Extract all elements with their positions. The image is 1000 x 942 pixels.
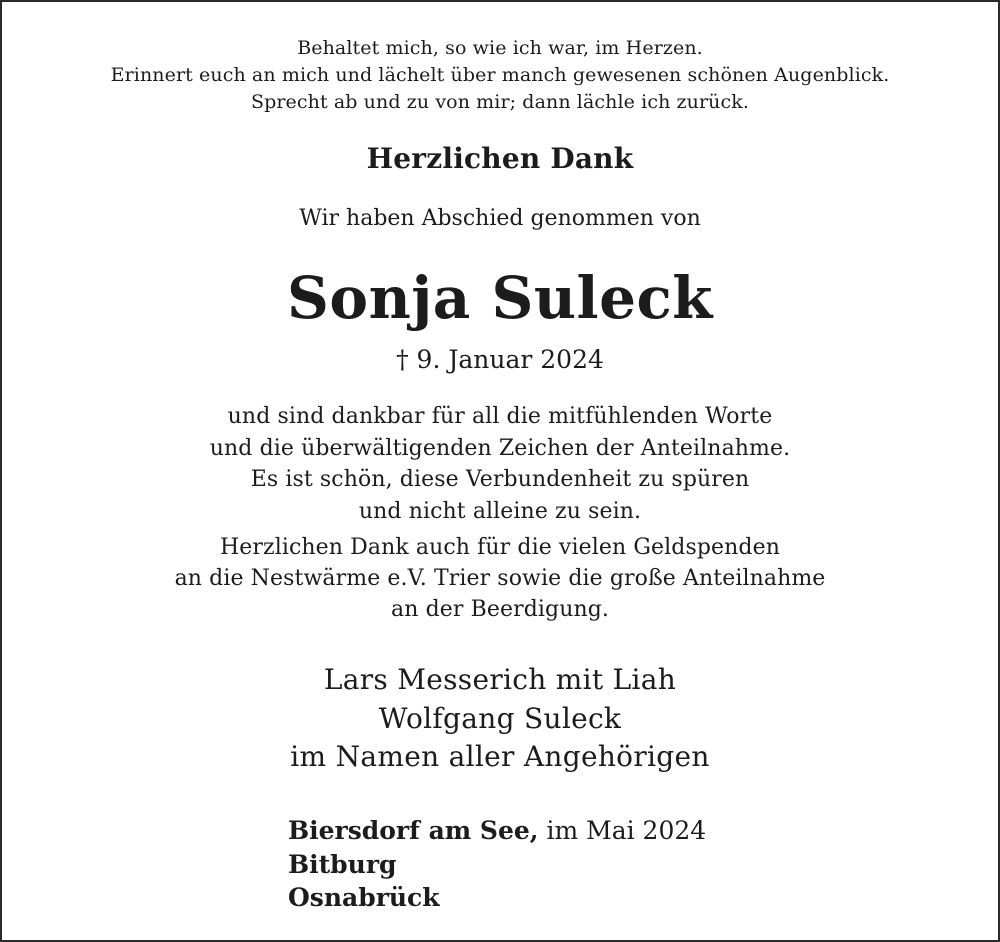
thanks-line: und sind dankbar für all die mitfühlenden Worte xyxy=(227,404,773,429)
place-date-line xyxy=(288,816,706,845)
notice-date: im Mai 2024 xyxy=(538,816,707,845)
place-osnabrueck xyxy=(288,883,440,912)
thanks-line: Es ist schön, diese Verbundenheit zu spüren xyxy=(250,467,750,492)
thanks-line: und die überwältigenden Zeichen der Anteilnahme. xyxy=(209,436,791,461)
intro-text: Wir haben Abschied genommen von xyxy=(299,206,701,231)
signatory-line: im Namen aller Angehörigen xyxy=(290,740,710,773)
thanks-line: Herzlichen Dank auch für die vielen Geldspenden xyxy=(220,535,780,560)
place-biersdorf: Biersdorf am See, xyxy=(288,816,539,845)
place-name: Osnabrück xyxy=(288,883,440,912)
poem-line-1: Behaltet mich, so wie ich war, im Herzen. xyxy=(297,37,703,59)
thanks-line: und nicht alleine zu sein. xyxy=(358,499,642,524)
signatory-line: Lars Messerich mit Liah xyxy=(323,663,677,696)
place-bitburg xyxy=(288,850,396,879)
thanks-line: an der Beerdigung. xyxy=(390,597,610,622)
thanks-heading: Herzlichen Dank xyxy=(366,142,634,175)
place-name: Bitburg xyxy=(288,850,397,879)
poem-line-3: Sprecht ab und zu von mir; dann lächle ich zurück. xyxy=(250,91,750,113)
death-date: † 9. Januar 2024 xyxy=(396,345,604,374)
signatory-line: Wolfgang Suleck xyxy=(378,702,622,735)
deceased-name: Sonja Suleck xyxy=(287,264,713,332)
thanks-line: an die Nestwärme e.V. Trier sowie die große Anteilnahme xyxy=(174,566,826,591)
poem-line-2: Erinnert euch an mich und lächelt über manch gewesenen schönen Augenblick. xyxy=(110,64,890,86)
